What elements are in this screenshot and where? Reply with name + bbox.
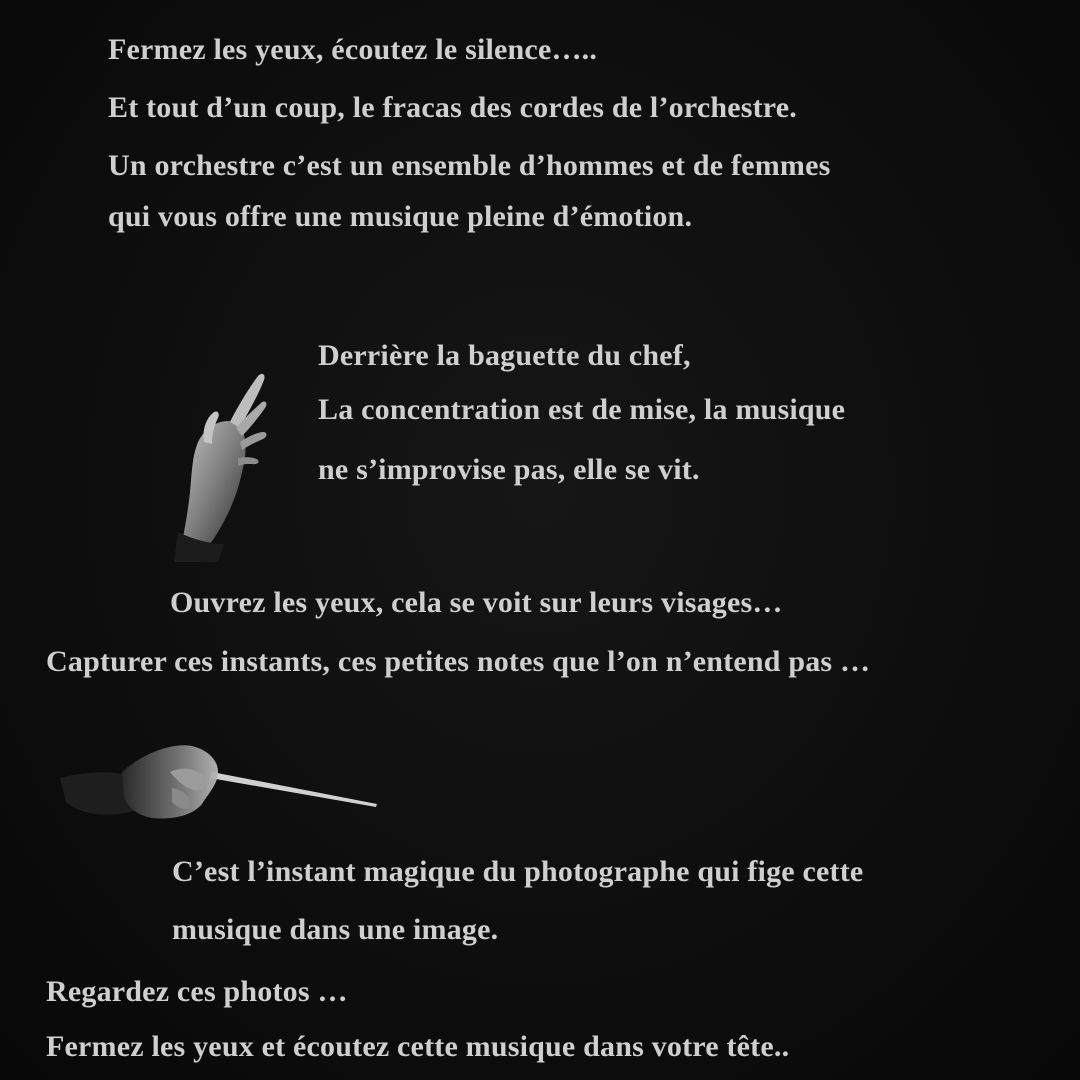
poem-line: Regardez ces photos … — [46, 975, 348, 1008]
poem-line: musique dans une image. — [172, 913, 499, 946]
poem-line: Et tout d’un coup, le fracas des cordes de l’orchestre. — [108, 91, 797, 124]
poem-line: C’est l’instant magique du photographe qui fige cette — [172, 855, 864, 888]
poem-line: qui vous offre une musique pleine d’émotion. — [108, 200, 693, 233]
poem-line: Fermez les yeux, écoutez le silence….. — [108, 33, 598, 66]
raised-hand-image — [168, 362, 278, 562]
poem-line: Un orchestre c’est un ensemble d’hommes et de femmes — [108, 149, 831, 182]
poem-line: Ouvrez les yeux, cela se voit sur leurs visages… — [170, 586, 783, 619]
poem-line: Derrière la baguette du chef, — [318, 339, 691, 372]
poem-line: ne s’improvise pas, elle se vit. — [318, 453, 700, 486]
poem-line: La concentration est de mise, la musique — [318, 393, 846, 426]
poem-line: Capturer ces instants, ces petites notes que l’on n’entend pas … — [46, 645, 871, 678]
baton-hand-image — [52, 732, 392, 832]
poem-line: Fermez les yeux et écoutez cette musique dans votre tête.. — [46, 1030, 790, 1063]
